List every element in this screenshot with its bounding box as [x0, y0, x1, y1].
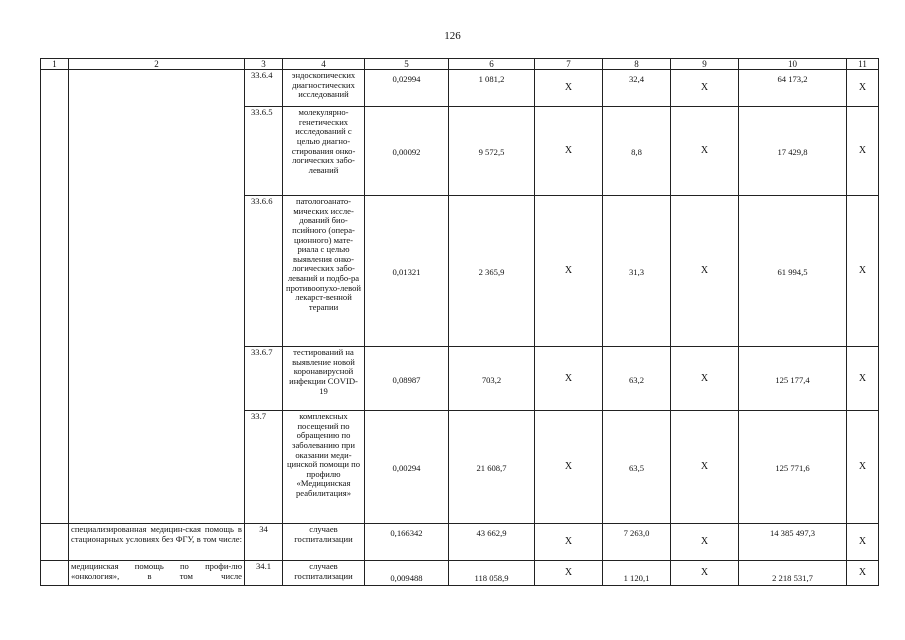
row-mark: Х — [847, 196, 879, 347]
row-code: 34.1 — [245, 561, 283, 586]
row-mark: Х — [847, 70, 879, 107]
row-code: 33.6.7 — [245, 347, 283, 411]
row-rate: 0,00092 — [365, 107, 449, 196]
row-code: 33.6.6 — [245, 196, 283, 347]
row-mark: Х — [535, 107, 603, 196]
page-number: 126 — [444, 30, 461, 42]
row-mark: Х — [535, 70, 603, 107]
row-total: 17 429,8 — [739, 107, 847, 196]
row-code: 33.7 — [245, 411, 283, 524]
table-row — [41, 70, 879, 107]
empty-cell — [41, 524, 69, 561]
row-mark: Х — [671, 107, 739, 196]
row-cost: 9 572,5 — [449, 107, 535, 196]
row-per-capita: 63,2 — [603, 347, 671, 411]
category-cell: медицинская помощь по профи-лю «онкология», в том числе — [69, 561, 245, 586]
row-mark: Х — [847, 347, 879, 411]
category-cell: специализированная медицин-ская помощь в стационарных условиях без ФГУ, в том числе: — [69, 524, 245, 561]
row-rate: 0,166342 — [365, 524, 449, 561]
row-per-capita: 63,5 — [603, 411, 671, 524]
row-per-capita: 8,8 — [603, 107, 671, 196]
row-rate: 0,08987 — [365, 347, 449, 411]
table-row — [41, 561, 879, 586]
row-total: 125 771,6 — [739, 411, 847, 524]
row-rate: 0,01321 — [365, 196, 449, 347]
row-cost: 2 365,9 — [449, 196, 535, 347]
category-cell — [69, 70, 245, 524]
column-header: 10 — [739, 59, 847, 70]
column-header: 5 — [365, 59, 449, 70]
row-code: 34 — [245, 524, 283, 561]
column-header: 4 — [283, 59, 365, 70]
row-unit: эндоскопических диагностических исследований — [283, 70, 365, 107]
row-per-capita: 32,4 — [603, 70, 671, 107]
row-code: 33.6.5 — [245, 107, 283, 196]
row-mark: Х — [847, 561, 879, 586]
column-header: 1 — [41, 59, 69, 70]
row-mark: Х — [535, 561, 603, 586]
row-per-capita: 1 120,1 — [603, 561, 671, 586]
row-total: 64 173,2 — [739, 70, 847, 107]
row-mark: Х — [847, 107, 879, 196]
row-total: 2 218 531,7 — [739, 561, 847, 586]
column-header: 3 — [245, 59, 283, 70]
row-unit: молекулярно-генетических исследований с целью диагно-стирования онко-логических забо-леваний — [283, 107, 365, 196]
row-mark: Х — [847, 524, 879, 561]
row-mark: Х — [671, 347, 739, 411]
table-row — [41, 524, 879, 561]
column-header: 11 — [847, 59, 879, 70]
row-unit: случаев госпитализации — [283, 524, 365, 561]
row-unit: тестирований на выявление новой коронавирусной инфекции COVID-19 — [283, 347, 365, 411]
row-code: 33.6.4 — [245, 70, 283, 107]
row-per-capita: 7 263,0 — [603, 524, 671, 561]
row-mark: Х — [671, 561, 739, 586]
empty-cell — [41, 70, 69, 524]
row-total: 125 177,4 — [739, 347, 847, 411]
row-unit: патологоанато-мических иссле-дований био-псийного (опера-ционного) мате-риала с целью выявления онко-логических забо-леваний и подбо-ра противоопухо-левой лекарст-венной терапии — [283, 196, 365, 347]
row-mark: Х — [535, 196, 603, 347]
column-header: 2 — [69, 59, 245, 70]
column-number-row — [41, 59, 879, 70]
row-rate: 0,009488 — [365, 561, 449, 586]
row-mark: Х — [847, 411, 879, 524]
row-mark: Х — [671, 411, 739, 524]
row-unit: случаев госпитализации — [283, 561, 365, 586]
row-per-capita: 31,3 — [603, 196, 671, 347]
row-total: 14 385 497,3 — [739, 524, 847, 561]
data-table — [40, 58, 879, 586]
row-cost: 1 081,2 — [449, 70, 535, 107]
row-mark: Х — [535, 411, 603, 524]
row-cost: 118 058,9 — [449, 561, 535, 586]
row-mark: Х — [671, 524, 739, 561]
row-cost: 43 662,9 — [449, 524, 535, 561]
row-mark: Х — [671, 196, 739, 347]
row-mark: Х — [535, 524, 603, 561]
row-cost: 21 608,7 — [449, 411, 535, 524]
column-header: 7 — [535, 59, 603, 70]
empty-cell — [41, 561, 69, 586]
row-mark: Х — [535, 347, 603, 411]
column-header: 8 — [603, 59, 671, 70]
row-unit: комплексных посещений по обращению по заболеванию при оказании меди-цинской помощи по профилю «Медицинская реабилитация» — [283, 411, 365, 524]
column-header: 6 — [449, 59, 535, 70]
row-total: 61 994,5 — [739, 196, 847, 347]
row-cost: 703,2 — [449, 347, 535, 411]
row-mark: Х — [671, 70, 739, 107]
row-rate: 0,00294 — [365, 411, 449, 524]
column-header: 9 — [671, 59, 739, 70]
row-rate: 0,02994 — [365, 70, 449, 107]
